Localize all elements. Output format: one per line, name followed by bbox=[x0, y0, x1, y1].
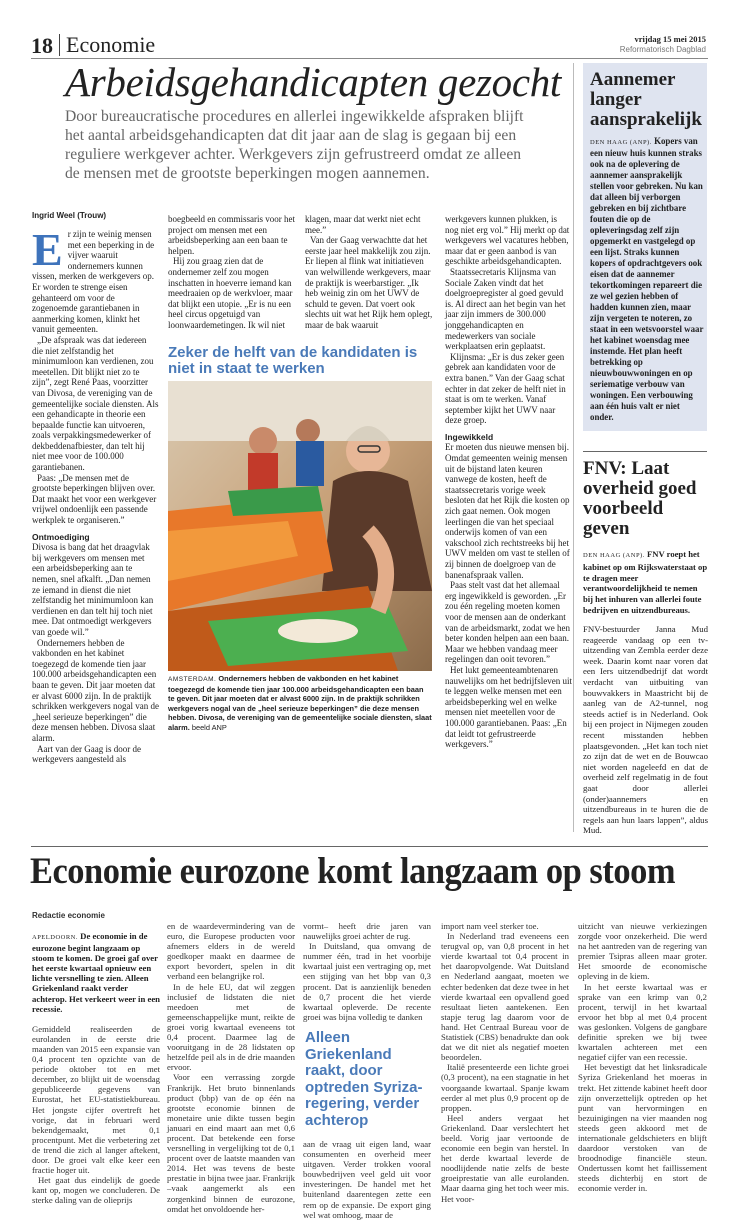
article2-column-4 bbox=[441, 921, 569, 1204]
paragraph-text: Er moeten dus nieuwe mensen bij. Omdat gemeenten weinig mensen uit de bijstand laten keuren vanwege de kosten, heeft de staatssecretaris vorige week besloten dat het Rijk die kosten op zich gaat nemen. Ook mogen leerlingen die van het speciaal onderwijs komen of van een vakschool zich rechtstreeks bij het UWV melden om vast te stellen of zij binnen de doelgroep van de banenafspraak vallen. bbox=[445, 442, 570, 580]
article2-column-3 bbox=[303, 921, 431, 1022]
paragraph-text: aan de vraag uit eigen land, waar consumenten en overheid meer uitgaven. Verder trokken vooral bouwbedrijven veel geld uit voor investeringen. De handel met het buitenland daarentegen zette een rem op de expansie. De export ging wel wat omhoog, maar de bbox=[303, 1139, 431, 1220]
paragraph-text: vormt– heeft drie jaren van nauwelijks groei achter de rug. bbox=[303, 921, 431, 942]
paragraph bbox=[32, 744, 159, 765]
paragraph-text: Het gaat dus eindelijk de goede kant op, mogen we concluderen. De sterke daling van de olieprijs bbox=[32, 1175, 160, 1206]
paragraph bbox=[445, 267, 572, 352]
paragraph-text: In het eerste kwartaal was er sprake van een krimp van 0,2 procent, terwijl in het kwartaal ervoor het bbp al met 0,4 procent was geslonken. Volgens de gangbare definitie spreken we bij twee kwartalen achtereen met een negatief cijfer van een recessie. bbox=[578, 981, 707, 1063]
paragraph-text: uitzicht van nieuwe verkiezingen zorgde voor onzekerheid. Die werd na het aantreden van de regering van premier Tsipras alleen maar groter. Het smoorde de economische opleving in de kiem. bbox=[578, 921, 707, 982]
paragraph-text: De economie in de eurozone begint langzaam op stoom te komen. De groei gaf over het eerste kwartaal opnieuw een lichte versnelling te zien. Alleen Griekenland raakt verder achterop. Het verkeert weer in een recessie. bbox=[32, 931, 161, 1014]
paragraph bbox=[445, 442, 572, 580]
paragraph-text: Staatssecretaris Klijnsma van Sociale Zaken vindt dat het doelgroepregister al goed gevuld is. Al direct aan het begin van het jaar zijn immers de 300.000 jonggehandicapten en medewerkers van sociale werkplaatsen erin geplaatst. bbox=[445, 266, 566, 352]
fnv-lead bbox=[583, 549, 708, 616]
paragraph-text: Gemiddeld realiseerden de eurolanden in de eerste drie maanden van 2015 een expansie van 0,4 procent ten opzichte van de periode oktober tot en met december, zo blijkt uit de woensdag gepubliceerde gegevens van Eurostat, het EU-statistiekbureau. Het jongste cijfer overtreft het vorige, dat in februari werd bekendgemaakt, met 0,1 procentpunt. Met die verbetering zet de trend die zich al langer aftekent, door. De groei valt elke keer een fractie hoger uit. bbox=[32, 1023, 160, 1176]
paragraph bbox=[578, 982, 707, 1063]
paragraph-text: Divosa is bang dat het draagvlak bij werkgevers om mensen met een arbeidsbeperking aan te nemen, snel afkalft. „Dan nemen ze iemand in dienst die niet zelfstandig het minimumloon kan verdienen en dan telt hij toch niet mee. Dat ontmoedigt werkgevers van goede wil.” bbox=[32, 542, 154, 637]
paragraph bbox=[167, 982, 295, 1073]
paragraph bbox=[167, 1072, 295, 1213]
section-divider bbox=[59, 34, 60, 56]
page-number: 18 bbox=[31, 33, 53, 58]
paragraph-text: In Nederland trad eveneens een terugval op, van 0,8 procent in het vierde kwartaal tot 0,4 procent in het daaropvolgende. Wat Duitsland en Nederland aangaat, moeten we echter bedenken dat deze twee in het vierde kwartaal een opvallend goed resultaat lieten aantekenen. Een stapje terug lag daarom voor de hand. Het Centraal Bureau voor de Statistiek (CBS) benadrukte dan ook dat we dit niet als negatief moeten beoordelen. bbox=[441, 931, 569, 1063]
issue-date: vrijdag 15 mei 2015 bbox=[634, 34, 706, 44]
paragraph bbox=[303, 941, 431, 1022]
paragraph bbox=[32, 335, 159, 473]
paragraph bbox=[578, 1062, 707, 1193]
article2-column-3b bbox=[303, 1139, 431, 1220]
paragraph-text: „De afspraak was dat iedereen die niet zelfstandig het minimumloon kan verdienen, zou meetellen. Dit blijkt niet zo te zijn”, zegt René Paas, voorzitter van Divosa, de vereniging van de gemeentelijke sociale diensten. Als een gehandicapte in theorie een bepaalde functie kan uitvoeren, zoals verpakkingsmedewerker of dekbeddenafbiester, dan telt hij niet mee voor de 100.000 garantiebanen. bbox=[32, 334, 159, 473]
sidebar-title: Aannemer langer aansprakelijk bbox=[590, 69, 702, 130]
article-deck: Door bureaucratische procedures en allerlei ingewikkelde afspraken blijft het aantal arbeidsgehandicapten dat dit jaar aan de slag is gegaan bij een reguliere werkgever achter. Werkgevers zijn gefrustreerd omdat ze alleen de mensen met de grootste beperkingen mogen aannemen. bbox=[65, 108, 524, 182]
article2-column-1 bbox=[32, 911, 160, 1205]
paragraph-text: Paas: „De mensen met de grootste beperkingen blijven over. Dat maakt het voor een werkgever vrijwel ondoenlijk een passende werkplek te organiseren.” bbox=[32, 472, 157, 526]
paragraph-text: Klijnsma: „Er is dus zeker geen gebrek aan kandidaten voor de extra banen.” Van der Gaag schat echter in dat zeker de helft niet in staat is om te werken. Vanaf september kijkt het UWV naar deze groep. bbox=[445, 351, 566, 426]
fnv-lead-text: FNV roept het kabinet op om Rijkswaterstaat op te dragen meer verantwoordelijkheid te nemen bij het inhuren van allerlei foute bedrijven en uitzendbureaus. bbox=[583, 549, 708, 615]
paragraph bbox=[303, 1139, 431, 1220]
paragraph-text: Heel anders vergaat het Griekenland. Daar verslechtert het beeld. Vorig jaar vertoonde de economie een begin van herstel. In het derde kwartaal leverde de noodlijdende natie zelfs de beste groeiprestatie van alle eurolanden. Maar daarna ging het toch weer mis. Het voor- bbox=[441, 1112, 569, 1204]
paragraph bbox=[168, 256, 296, 330]
paragraph bbox=[167, 921, 295, 982]
dateline: APELDOORN. bbox=[32, 934, 78, 941]
paragraph bbox=[441, 1113, 569, 1204]
paragraph-text: In de hele EU, dat wil zeggen inclusief de lidstaten die niet meedoen met de gemeenschappelijke munt, reikte de groei vorig kwartaal eveneens tot 0,4 procent. Daarmee lag de vooruitgang in de 28 lidstaten op hetzelfde peil als in de drie maanden ervoor. bbox=[167, 981, 295, 1073]
paragraph bbox=[32, 1175, 160, 1205]
paragraph-text: werkgevers kunnen plukken, is nog niet erg vol.” Hij merkt op dat werkgevers wel vacatures hebben, maar dat er geen aanbod is van geschikte arbeidsgehandicapten. bbox=[445, 214, 570, 267]
news-photo bbox=[168, 381, 432, 671]
paragraph bbox=[32, 473, 159, 526]
paragraph-text: Hij zou graag zien dat de ondernemer zelf zou mogen inschatten in hoeverre iemand kan meedraaien op de werkvloer, maar dat blijkt een utopie. „Er is nu een heel circus opgetuigd van loonwaardemetingen. Ik wil niet bbox=[168, 256, 293, 330]
article2-pull-quote: Alleen Griekenland raakt, door optreden Syriza-regering, verder achterop bbox=[305, 1029, 423, 1129]
article-column-3 bbox=[305, 214, 433, 331]
paragraph-text: Voor een verrassing zorgde Frankrijk. Het bruto binnenlands product (bbp) van de op één na grootste economie binnen de monetaire unie dikte tussen begin januari en eind maart aan met 0,6 procent. Dat betekende een forse versnelling in vergelijking tot de 0,1 procent over de laatste maanden van 2014. Het was tevens de beste prestatie in bijna twee jaar. Frankrijk –vaak aangemerkt als een zorgenkind binnen de eurozone, omdat het onvoldoende her- bbox=[167, 1072, 295, 1214]
caption-text: Ondernemers hebben de vakbonden en het kabinet toegezegd de komende tien jaar 100.000 arbeidsgehandicapten een baan te geven. Dit jaar moeten dat er alvast 6000 zijn. In de praktijk schrikken werkgevers nogal van de „heel serieuze beperkingen” die deze mensen hebben. Divosa, de vereniging van de gemeentelijke sociale diensten, slaat alarm. bbox=[168, 674, 432, 732]
subheading: Ontmoediging bbox=[32, 531, 90, 542]
paragraph-text: Paas stelt vast dat het allemaal erg ingewikkeld is geworden. „Er zou één regeling moeten komen voor de mensen aan de onderkant van de arbeidsmarkt, zodat we hen beter konden helpen aan een baan. Maar we hebben vandaag meer regelingen dan ooit tevoren.” bbox=[445, 580, 570, 665]
drop-cap: E bbox=[32, 224, 63, 275]
paragraph bbox=[578, 921, 707, 982]
paragraph-text: r zijn te weinig mensen met een beperking in de vijver waaruit ondernemers kunnen vissen, merken de werkgevers op. Er worden te strenge eisen gehanteerd om voor de zogenoemde garantiebanen in aanmerking komen, klinkt het vanuit gemeenten. bbox=[32, 229, 155, 335]
paragraph bbox=[441, 931, 569, 1062]
paragraph-text: Het lukt gemeenteambtenaren nauwelijks om het bedrijfsleven uit te leggen welke mensen met een arbeidsbeperking wel en welke mensen niet meetellen voor de 100.000 garantiebanen. Paas: „En dat leidt tot gefrustreerde werkgevers.” bbox=[445, 664, 572, 750]
paragraph bbox=[441, 1062, 569, 1112]
article2-byline: Redactie economie bbox=[32, 911, 105, 920]
paragraph bbox=[445, 352, 572, 426]
article-separator bbox=[31, 846, 708, 847]
sidebar-text bbox=[590, 136, 704, 423]
paragraph-text: boegbeeld en commissaris voor het project om mensen met een arbeidsbeperking aan een baan te helpen. bbox=[168, 214, 295, 256]
paragraph bbox=[441, 921, 569, 931]
byline: Ingrid Weel (Trouw) bbox=[32, 211, 107, 220]
paragraph bbox=[32, 638, 159, 744]
fnv-title: FNV: Laat overheid goed voorbeeld geven bbox=[583, 458, 697, 539]
paragraph bbox=[303, 921, 431, 941]
article-column-2 bbox=[168, 214, 296, 331]
paragraph bbox=[32, 1024, 160, 1175]
paragraph-text: Het bevestigt dat het linksradicale Syriza Griekenland het moeras in trekt. Het zittende kabinet heeft door zijn onverzettelijk optreden op het punt van hervormingen en bezuinigingen na vier maanden nog steeds geen akkoord met de internationale geldschieters en blijft daardoor verstoken van de broodnodige financiële steun. Ondertussen komt het faillissement steeds dichterbij en stort de economie verder in. bbox=[578, 1062, 707, 1194]
article-title: Arbeidsgehandicapten gezocht bbox=[65, 59, 562, 105]
paragraph bbox=[445, 214, 572, 267]
newspaper-name: Reformatorisch Dagblad bbox=[619, 45, 706, 54]
subheading: Ingewikkeld bbox=[445, 431, 494, 442]
article2-column-5 bbox=[578, 921, 707, 1194]
photo-caption bbox=[168, 674, 432, 732]
paragraph-text: Aart van der Gaag is door de werkgevers aangesteld als bbox=[32, 743, 141, 765]
paragraph bbox=[32, 542, 159, 637]
article-column-1 bbox=[32, 211, 159, 765]
paragraph-text: import nam veel sterker toe. bbox=[441, 921, 539, 931]
paragraph bbox=[445, 580, 572, 665]
fnv-body: FNV-bestuurder Janna Mud reageerde vandaag op een tv-uitzending van Zembla eerder deze week. Daarin komt naar voren dat een Iers uitzendbedrijf dat wordt verdacht van uitbuiting van bouwvakkers in Maastricht bij de aanleg van de A2-tunnel, nog steeds actief is in Nederland. Ook bij een project in Nijmegen zouden recent misstanden hebben plaatsgevonden. „Het kan toch niet zo zijn dat de wet en de Bouwcao niet worden nageleefd en dat de overheid zelf regelmatig in de fout gaat door allerlei (onder)aannemers en uitzendbureaus in te huren die de regels aan hun laars lappen”, aldus Mud. bbox=[583, 624, 708, 836]
paragraph bbox=[305, 214, 433, 235]
column-rule bbox=[573, 63, 574, 832]
article2-column-2 bbox=[167, 921, 295, 1214]
sidebar-body: Kopers van een nieuw huis kunnen straks ook na de oplevering de aannemer aansprakelijk stellen voor gebreken. Nu kan dat alleen bij verborgen gebreken en bij zichtbare fouten die op de opleveringsdag zelf zijn opgemerkt en vastgelegd op een lijst. Straks kunnen kopers of opdrachtgevers ook eisen dat de aannemer tekortkomingen repareert die ze wel gezien hebben of hadden kunnen zien, maar zijn vergeten te noteren, zo staat in een wetsvoorstel waar het kabinet woensdag mee instemde. Het plan heeft betrekking op nieuwbouwwoningen en op seriematige verbouw van woningen. Een verbouwing aan één huis valt er niet onder. bbox=[590, 136, 704, 422]
paragraph-text: klagen, maar dat werkt niet echt mee.” bbox=[305, 214, 421, 235]
sidebar-rule bbox=[583, 451, 707, 452]
pull-quote: Zeker de helft van de kandidaten is niet in staat te werken bbox=[168, 344, 418, 377]
paragraph-text: In Duitsland, qua omvang de nummer één, trad in het voorbije kwartaal juist een vertraging op, met een stijging van het bbp van 0,3 procent. Dat is aanzienlijk beneden de 0,7 procent die het vierde kwartaal opleverde. De recente groei was bijna volledig te danken bbox=[303, 941, 431, 1022]
caption-dateline: AMSTERDAM. bbox=[168, 676, 217, 683]
paragraph bbox=[168, 214, 296, 256]
paragraph bbox=[445, 665, 572, 750]
paragraph bbox=[305, 235, 433, 330]
photo-credit: beeld ANP bbox=[191, 722, 227, 732]
section-name: Economie bbox=[66, 32, 156, 57]
sidebar-dateline: DEN HAAG (ANP). bbox=[590, 139, 652, 146]
paragraph bbox=[32, 931, 160, 1014]
fnv-dateline: DEN HAAG (ANP). bbox=[583, 552, 645, 559]
paragraph-text: Ondernemers hebben de vakbonden en het kabinet toegezegd de komende tien jaar 100.000 arbeidsgehandicapten een baan te geven. Dit jaar moeten dat er alvast 6000 zijn. In de praktijk schrikken werkgevers nogal van de „heel serieuze beperkingen” die deze mensen hebben. Divosa slaat alarm. bbox=[32, 637, 159, 743]
paragraph-text: en de waardevermindering van de euro, die Europese producten voor afnemers elders in de wereld goedkoper maakt en daarmee de export bevordert, spelen in dit verband een belangrijke rol. bbox=[167, 921, 295, 982]
article-column-4 bbox=[445, 214, 572, 750]
paragraph-text: Italië presenteerde een lichte groei (0,3 procent), na een stagnatie in het voorgaande kwartaal. Spanje kwam eerder al met plus 0,9 procent op de proppen. bbox=[441, 1062, 569, 1113]
article2-title: Economie eurozone komt langzaam op stoom bbox=[30, 851, 676, 892]
paragraph-text: Van der Gaag verwachtte dat het eerste jaar heel makkelijk zou zijn. Er liepen al flink wat initiatieven van welwillende werkgevers, maar de praktijk is weerbarstiger. „Ik heb weinig zin om het UWV de schuld te geven. Dat voert ook slechts uit wat het Rijk hem oplegt, maar de bak waaruit bbox=[305, 235, 433, 330]
